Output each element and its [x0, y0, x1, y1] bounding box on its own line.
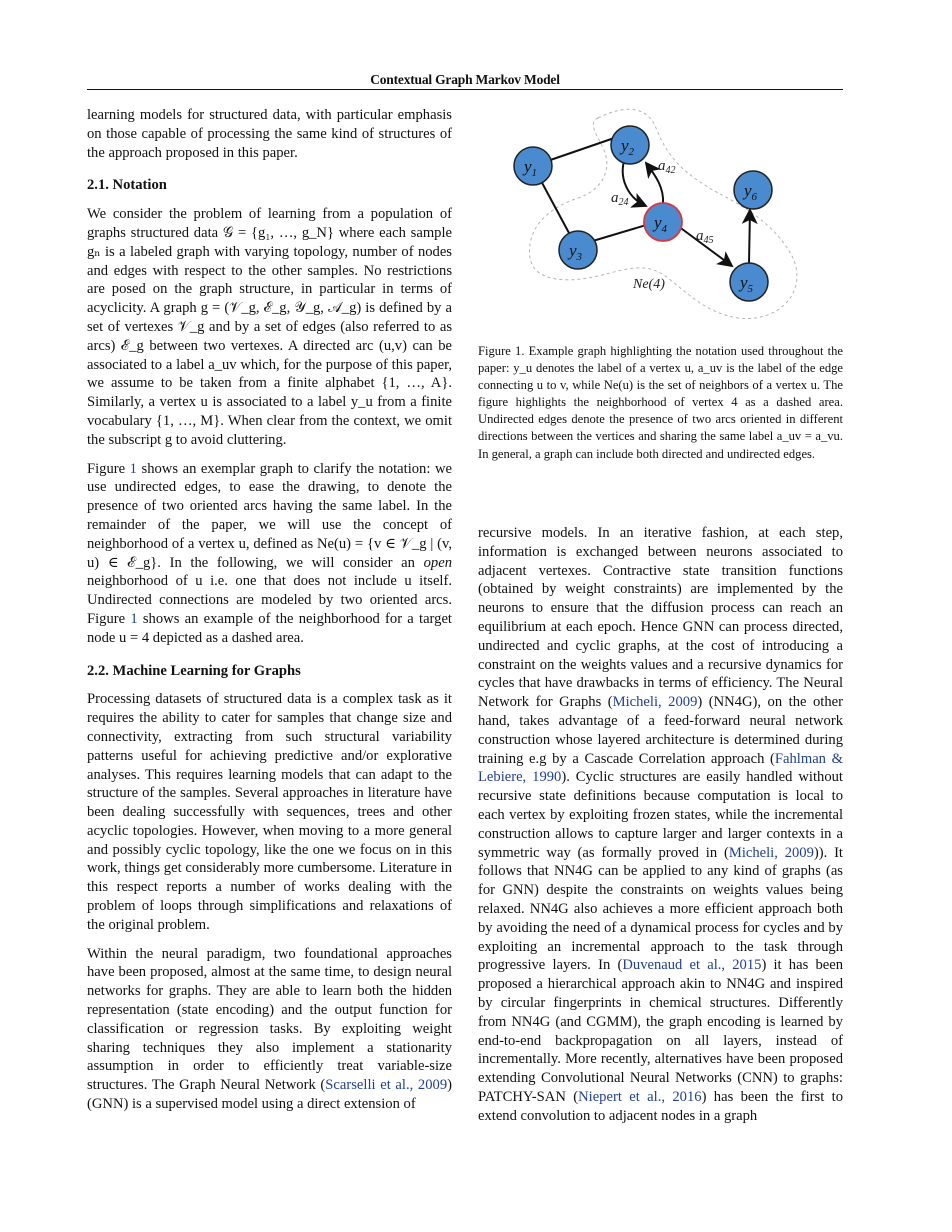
citation-duvenaud[interactable]: Duvenaud et al., 2015	[622, 957, 762, 974]
citation-scarselli[interactable]: Scarselli et al., 2009	[325, 1077, 448, 1094]
node-y3	[559, 231, 597, 269]
right-column	[478, 524, 843, 1136]
figure-1-graph	[478, 98, 843, 333]
svg-text:a45: $a_{45}$	[696, 228, 714, 246]
svg-text:y6: $y_6$	[744, 181, 758, 203]
svg-text:y2: $y_2$	[621, 136, 635, 158]
svg-text:y4: $y_4$	[654, 213, 668, 235]
svg-text:y3: $y_3$	[569, 241, 583, 263]
node-y6	[734, 171, 772, 209]
citation-micheli[interactable]: Micheli, 2009	[612, 694, 698, 711]
intro-paragraph: learning models for structured data, with particular emphasis on those capable of processing the same kind of structures of the approach proposed in this paper.	[87, 107, 452, 161]
svg-text:a24: $a_{24}$	[611, 190, 629, 208]
svg-text:a42: $a_{42}$	[658, 158, 676, 176]
figure-1-caption: Figure 1. Example graph highlighting the notation used throughout the paper: y_u denotes the label of a vertex u, a_uv is the label of the edge connecting u to v, while Ne(u) is the set of neighbors of a vertex u. The figure highlights the neighborhood of vertex 4 as a dashed area. Undirected edges denote the presence of two arcs oriented in different directions between the vertices and sharing the same label a_uv = a_vu. In general, a graph can include both directed and undirected edges.	[478, 344, 843, 461]
svg-text:Ne(4): Ne(4)	[633, 277, 665, 292]
related-work-paragraph: recursive models. In an iterative fashion, at each step, information is exchanged between neurons associated to adjacent vertexes. Contractive state transition functions (obtained by weight constraints) are implemented by the neurons to ensure that the diffusion process can reach an equilibrium at each epoch. Hence GNN can process directed, undirected and cyclic graphs, at the cost of introducing a constraint on the weights values and a recursive dynamics for cycles that have drawbacks in terms of efficiency. The Neural Network for Graphs (Micheli, 2009) (NN4G), on the other hand, takes advantage of a feed-forward neural network construction whose layered architecture is determined during training e.g by a Cascade Correlation approach (Fahlman & Lebiere, 1990). Cyclic structures are easily handled without recursive state definitions because computation is local to each vertex by exploiting frozen states, while the incremental construction allows to capture larger and larger contexts in a symmetric way (as formally proved in (Micheli, 2009)). It follows that NN4G can be applied to any kind of graphs (as for GNN) despite the constraints on weights values being relaxed. NN4G also achieves a more efficient approach both by avoiding the need of a dynamical process for cycles and by exploiting an incremental approach to the task through progressive layers. In (Duvenaud et al., 2015) it has been proposed a hierarchical approach akin to NN4G and inspired by circular fingerprints in chemical structures. Differently from NN4G (and CGMM), the graph encoding is learned by end-to-end backpropagation on all layers, instead of incrementally. More recently, alternatives have been proposed extending Convolutional Neural Networks (CNN) to graphs: PATCHY-SAN (Niepert et al., 2016) has been the first to extend convolution to adjacent nodes in a graph	[478, 525, 844, 1124]
node-y1	[514, 147, 552, 185]
citation-niepert[interactable]: Niepert et al., 2016	[578, 1088, 702, 1105]
header-rule	[87, 89, 843, 90]
citation-micheli[interactable]: Micheli, 2009	[728, 844, 814, 861]
notation-paragraph-2: Figure 1 shows an exemplar graph to clarify the notation: we use undirected edges, to ease the drawing, to denote the presence of two oriented arcs having the same label. In the remainder of the paper, we will use the concept of neighborhood of a vertex u, defined as Ne(u) = {v ∈ 𝒱_g | (v, u) ∈ ℰ_g}. In the following, we will consider an open neighborhood of u i.e. one that does not include u itself. Undirected connections are modeled by two oriented arcs. Figure 1 shows an example of the neighborhood for a target node u = 4 depicted as a dashed area.	[87, 460, 452, 646]
ml-paragraph-1: Processing datasets of structured data is a complex task as it requires the ability to cater for samples that change size and connectivity, extracting from such structural variability patterns useful for achieving predictive and/or explorative analyses. This requires learning models that can adapt to the structure of the samples. Several approaches in literature have been dealing successfully with sequences, trees and other acyclic topologies. However, when moving to a more general and possibly cyclic topology, like the one we focus on in this work, things get considerably more cumbersome. Literature in this respect reports a number of works dealing with the problem of loops through simplifications and relaxations of the original problem.	[87, 691, 452, 933]
ml-paragraph-2: Within the neural paradigm, two foundational approaches have been proposed, almost at the same time, to design neural networks for graphs. They are able to learn both the hidden representation (state encoding) and the output function for classification or regression tasks. By exploiting weight sharing techniques they also implement a stationarity assumption in order to efficiently treat variable-size structures. The Graph Neural Network (Scarselli et al., 2009) (GNN) is a supervised model using a direct extension of	[87, 945, 452, 1113]
left-column	[87, 106, 452, 1124]
svg-text:y1: $y_1$	[524, 157, 538, 179]
node-y2	[611, 126, 649, 164]
figure-ref-link[interactable]: 1	[129, 460, 137, 477]
running-title: Contextual Graph Markov Model	[370, 72, 560, 87]
citation-fahlman[interactable]: Fahlman & Lebiere, 1990	[478, 750, 843, 786]
node-y5	[730, 263, 768, 301]
notation-paragraph-1: We consider the problem of learning from a population of graphs structured data 𝒢 = {g₁, …, g_N} where each sample gₙ is a labeled graph with varying topology, number of nodes and edges with respect to the other samples. No restrictions are posed on the graph structure, in particular in terms of acyclicity. A graph g = (𝒱_g, ℰ_g, 𝒴_g, 𝒜_g) is defined by a set of vertexes 𝒱_g and by a set of edges (also referred to as arcs) ℰ_g between two vertexes. A directed arc (u,v) can be associated to a label a_uv which, for the purpose of this paper, we assume to be taken from a finite alphabet {1, …, A}. Similarly, a vertex u is associated to a label y_u from a finite vocabulary {1, …, M}. When clear from the context, we omit the subscript g to avoid cluttering.	[87, 206, 452, 448]
figure-ref-link[interactable]: 1	[130, 610, 138, 627]
svg-text:y5: $y_5$	[740, 273, 754, 295]
section-heading-notation: 2.1. Notation	[87, 177, 167, 194]
node-y4-highlighted	[644, 203, 682, 241]
section-heading-ml-graphs: 2.2. Machine Learning for Graphs	[87, 662, 301, 679]
